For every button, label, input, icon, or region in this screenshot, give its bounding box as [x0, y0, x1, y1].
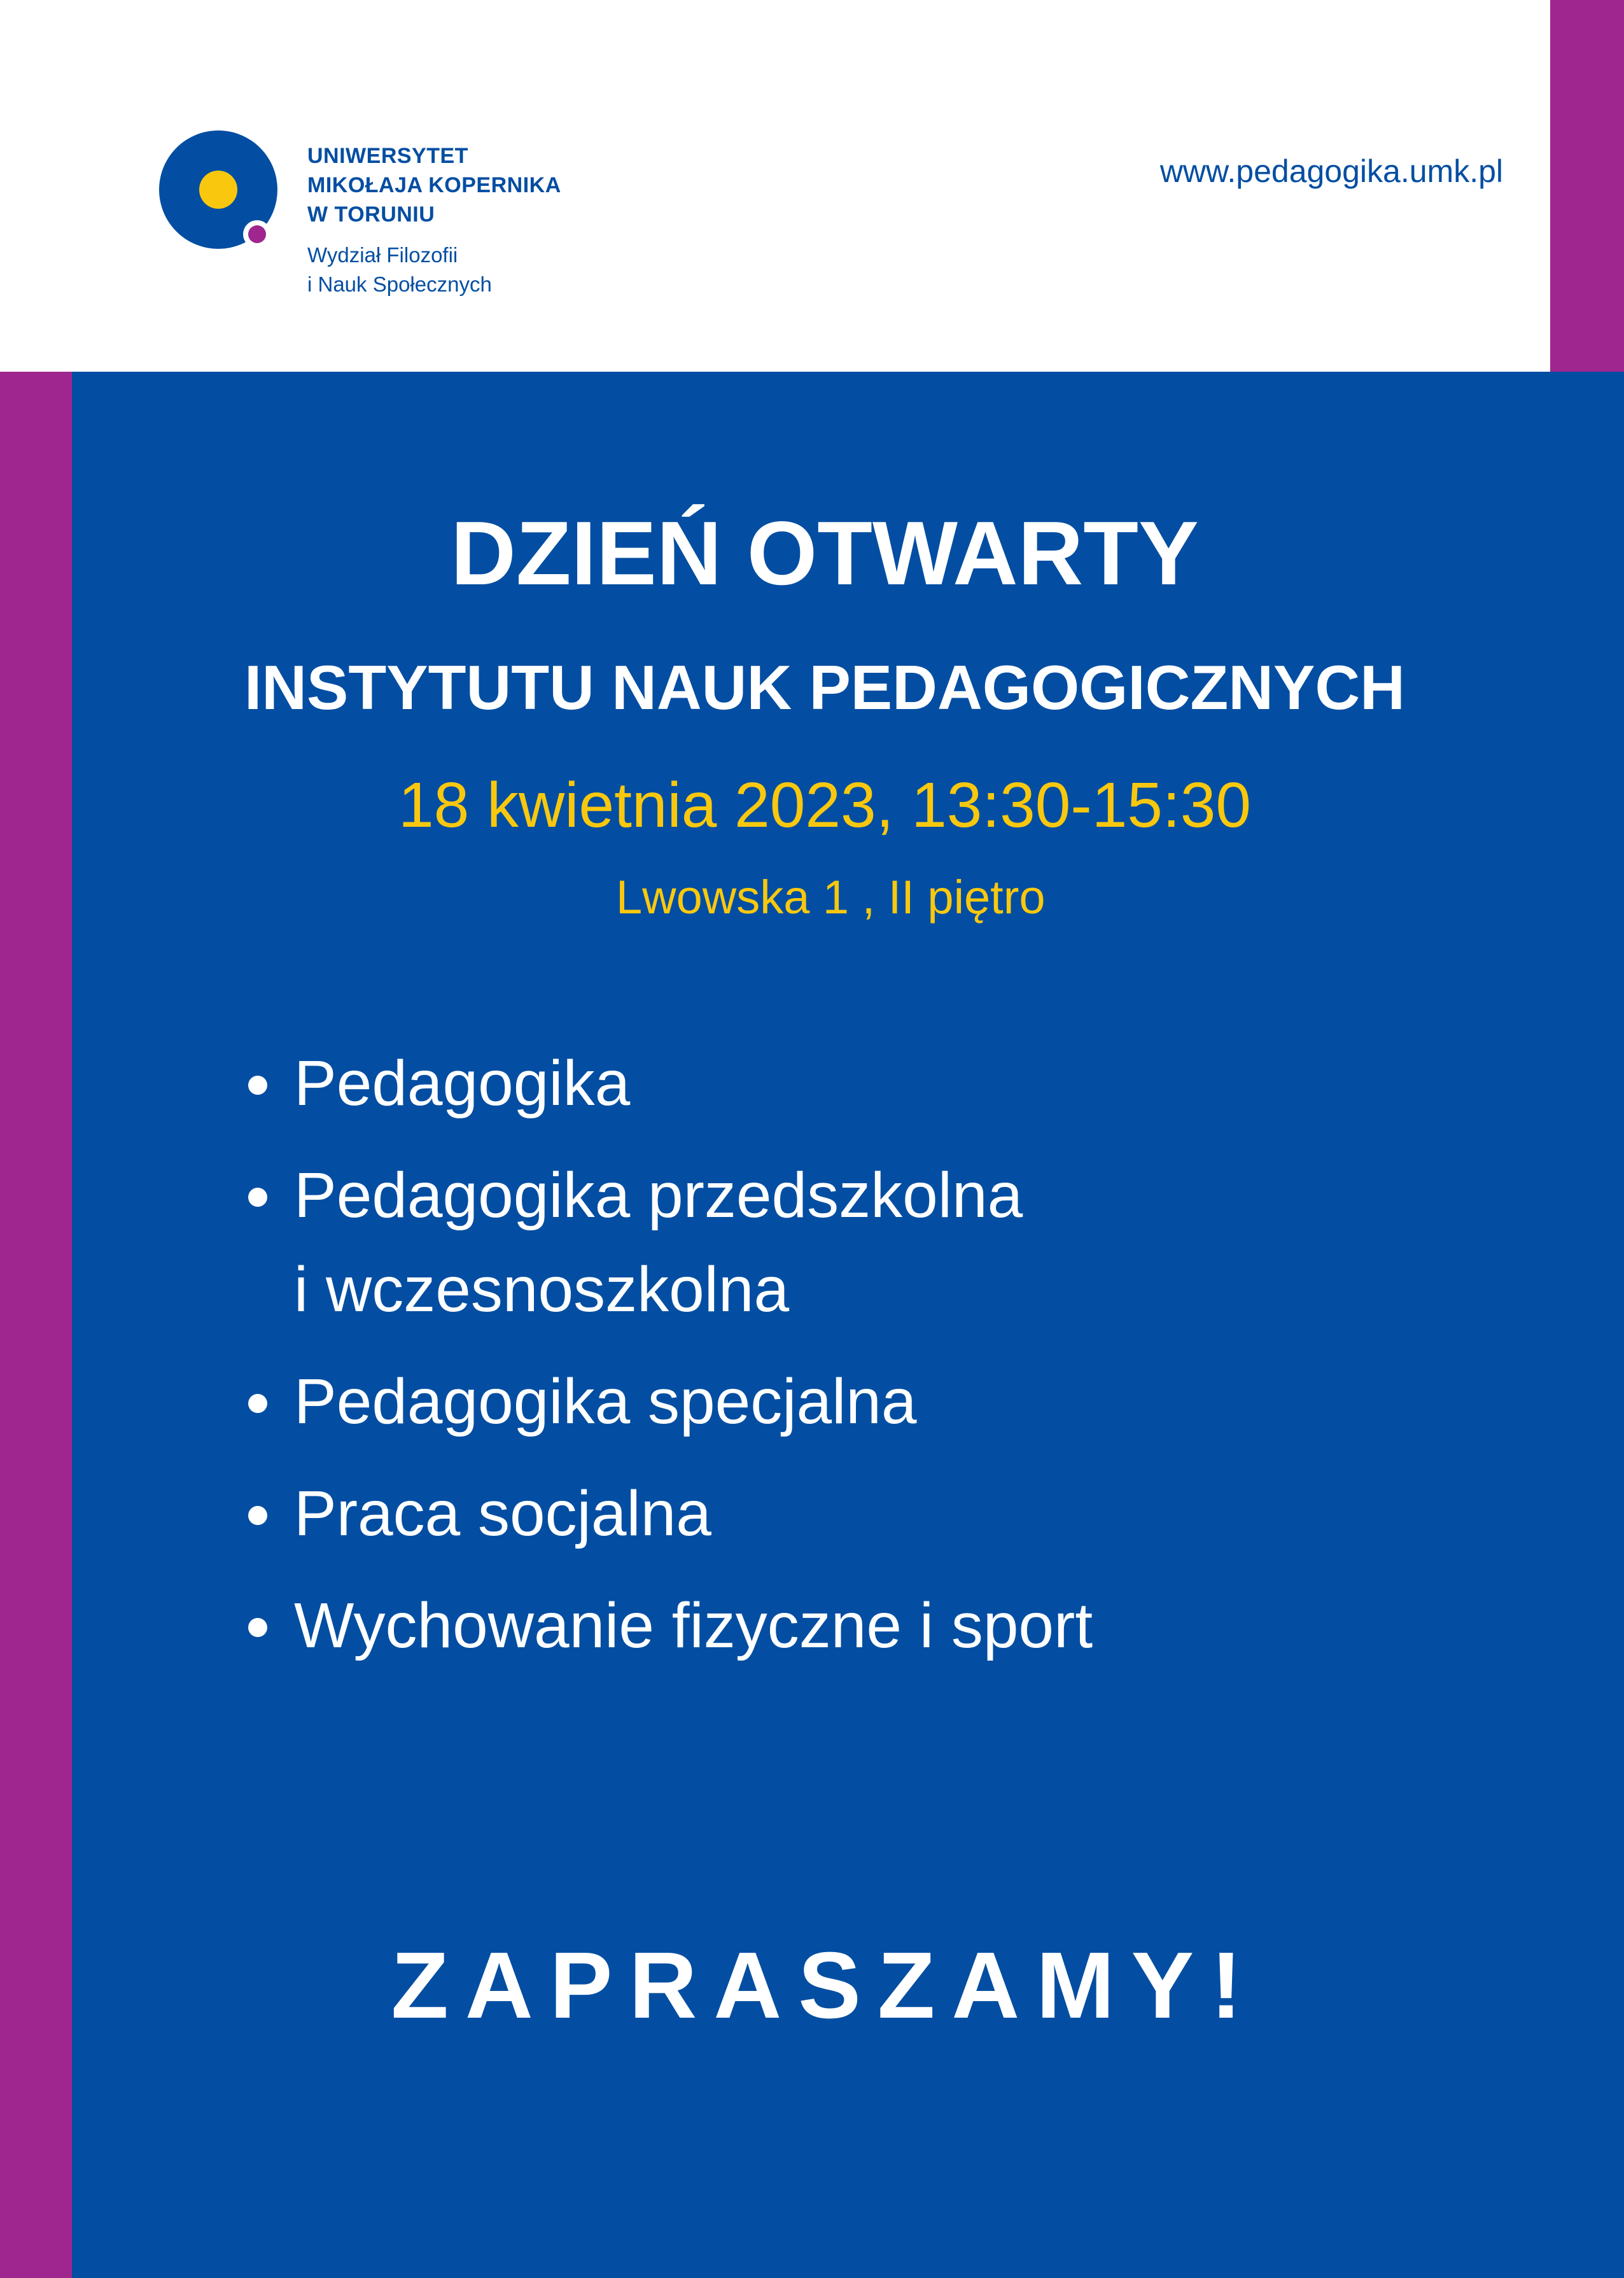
bullet-icon [248, 1188, 267, 1207]
program-list [243, 1036, 1093, 1691]
list-item [243, 1578, 1093, 1673]
program-label-continuation: i wczesnoszkolna [294, 1254, 790, 1325]
accent-bar-top-right [1550, 0, 1624, 372]
accent-bar-left [0, 372, 72, 2278]
header [0, 0, 1624, 372]
event-subtitle: INSTYTUTU NAUK PEDAGOGICZNYCH [244, 652, 1405, 722]
program-label: Praca socjalna [294, 1478, 711, 1549]
faculty-name-line: Wydział Filozofii [307, 243, 458, 267]
bullet-icon [248, 1394, 267, 1413]
university-name-line: UNIWERSYTET [307, 144, 468, 168]
program-label: Pedagogika przedszkolna [294, 1160, 1023, 1231]
event-place: Lwowska 1 , II piętro [616, 871, 1046, 924]
program-label: Pedagogika specjalna [294, 1366, 917, 1437]
university-name-line: MIKOŁAJA KOPERNIKA [307, 173, 561, 197]
program-label: Wychowanie fizyczne i sport [294, 1590, 1093, 1661]
faculty-name-line: i Nauk Społecznych [307, 272, 492, 296]
bullet-icon [248, 1506, 267, 1525]
list-item [243, 1354, 1093, 1449]
umk-logo-icon [159, 130, 286, 251]
bullet-icon [248, 1618, 267, 1637]
invitation-text: ZAPRASZAMY! [391, 1933, 1259, 2038]
university-name [307, 141, 561, 229]
program-label: Pedagogika [294, 1048, 631, 1119]
event-date: 18 kwietnia 2023, 13:30-15:30 [398, 770, 1251, 841]
faculty-name [307, 241, 492, 299]
list-item [243, 1466, 1093, 1561]
bullet-icon [248, 1076, 267, 1095]
website-link[interactable]: www.pedagogika.umk.pl [1159, 153, 1503, 189]
university-name-line: W TORUNIU [307, 202, 435, 227]
list-item [243, 1148, 1093, 1337]
event-title: DZIEŃ OTWARTY [451, 503, 1199, 604]
list-item [243, 1036, 1093, 1130]
